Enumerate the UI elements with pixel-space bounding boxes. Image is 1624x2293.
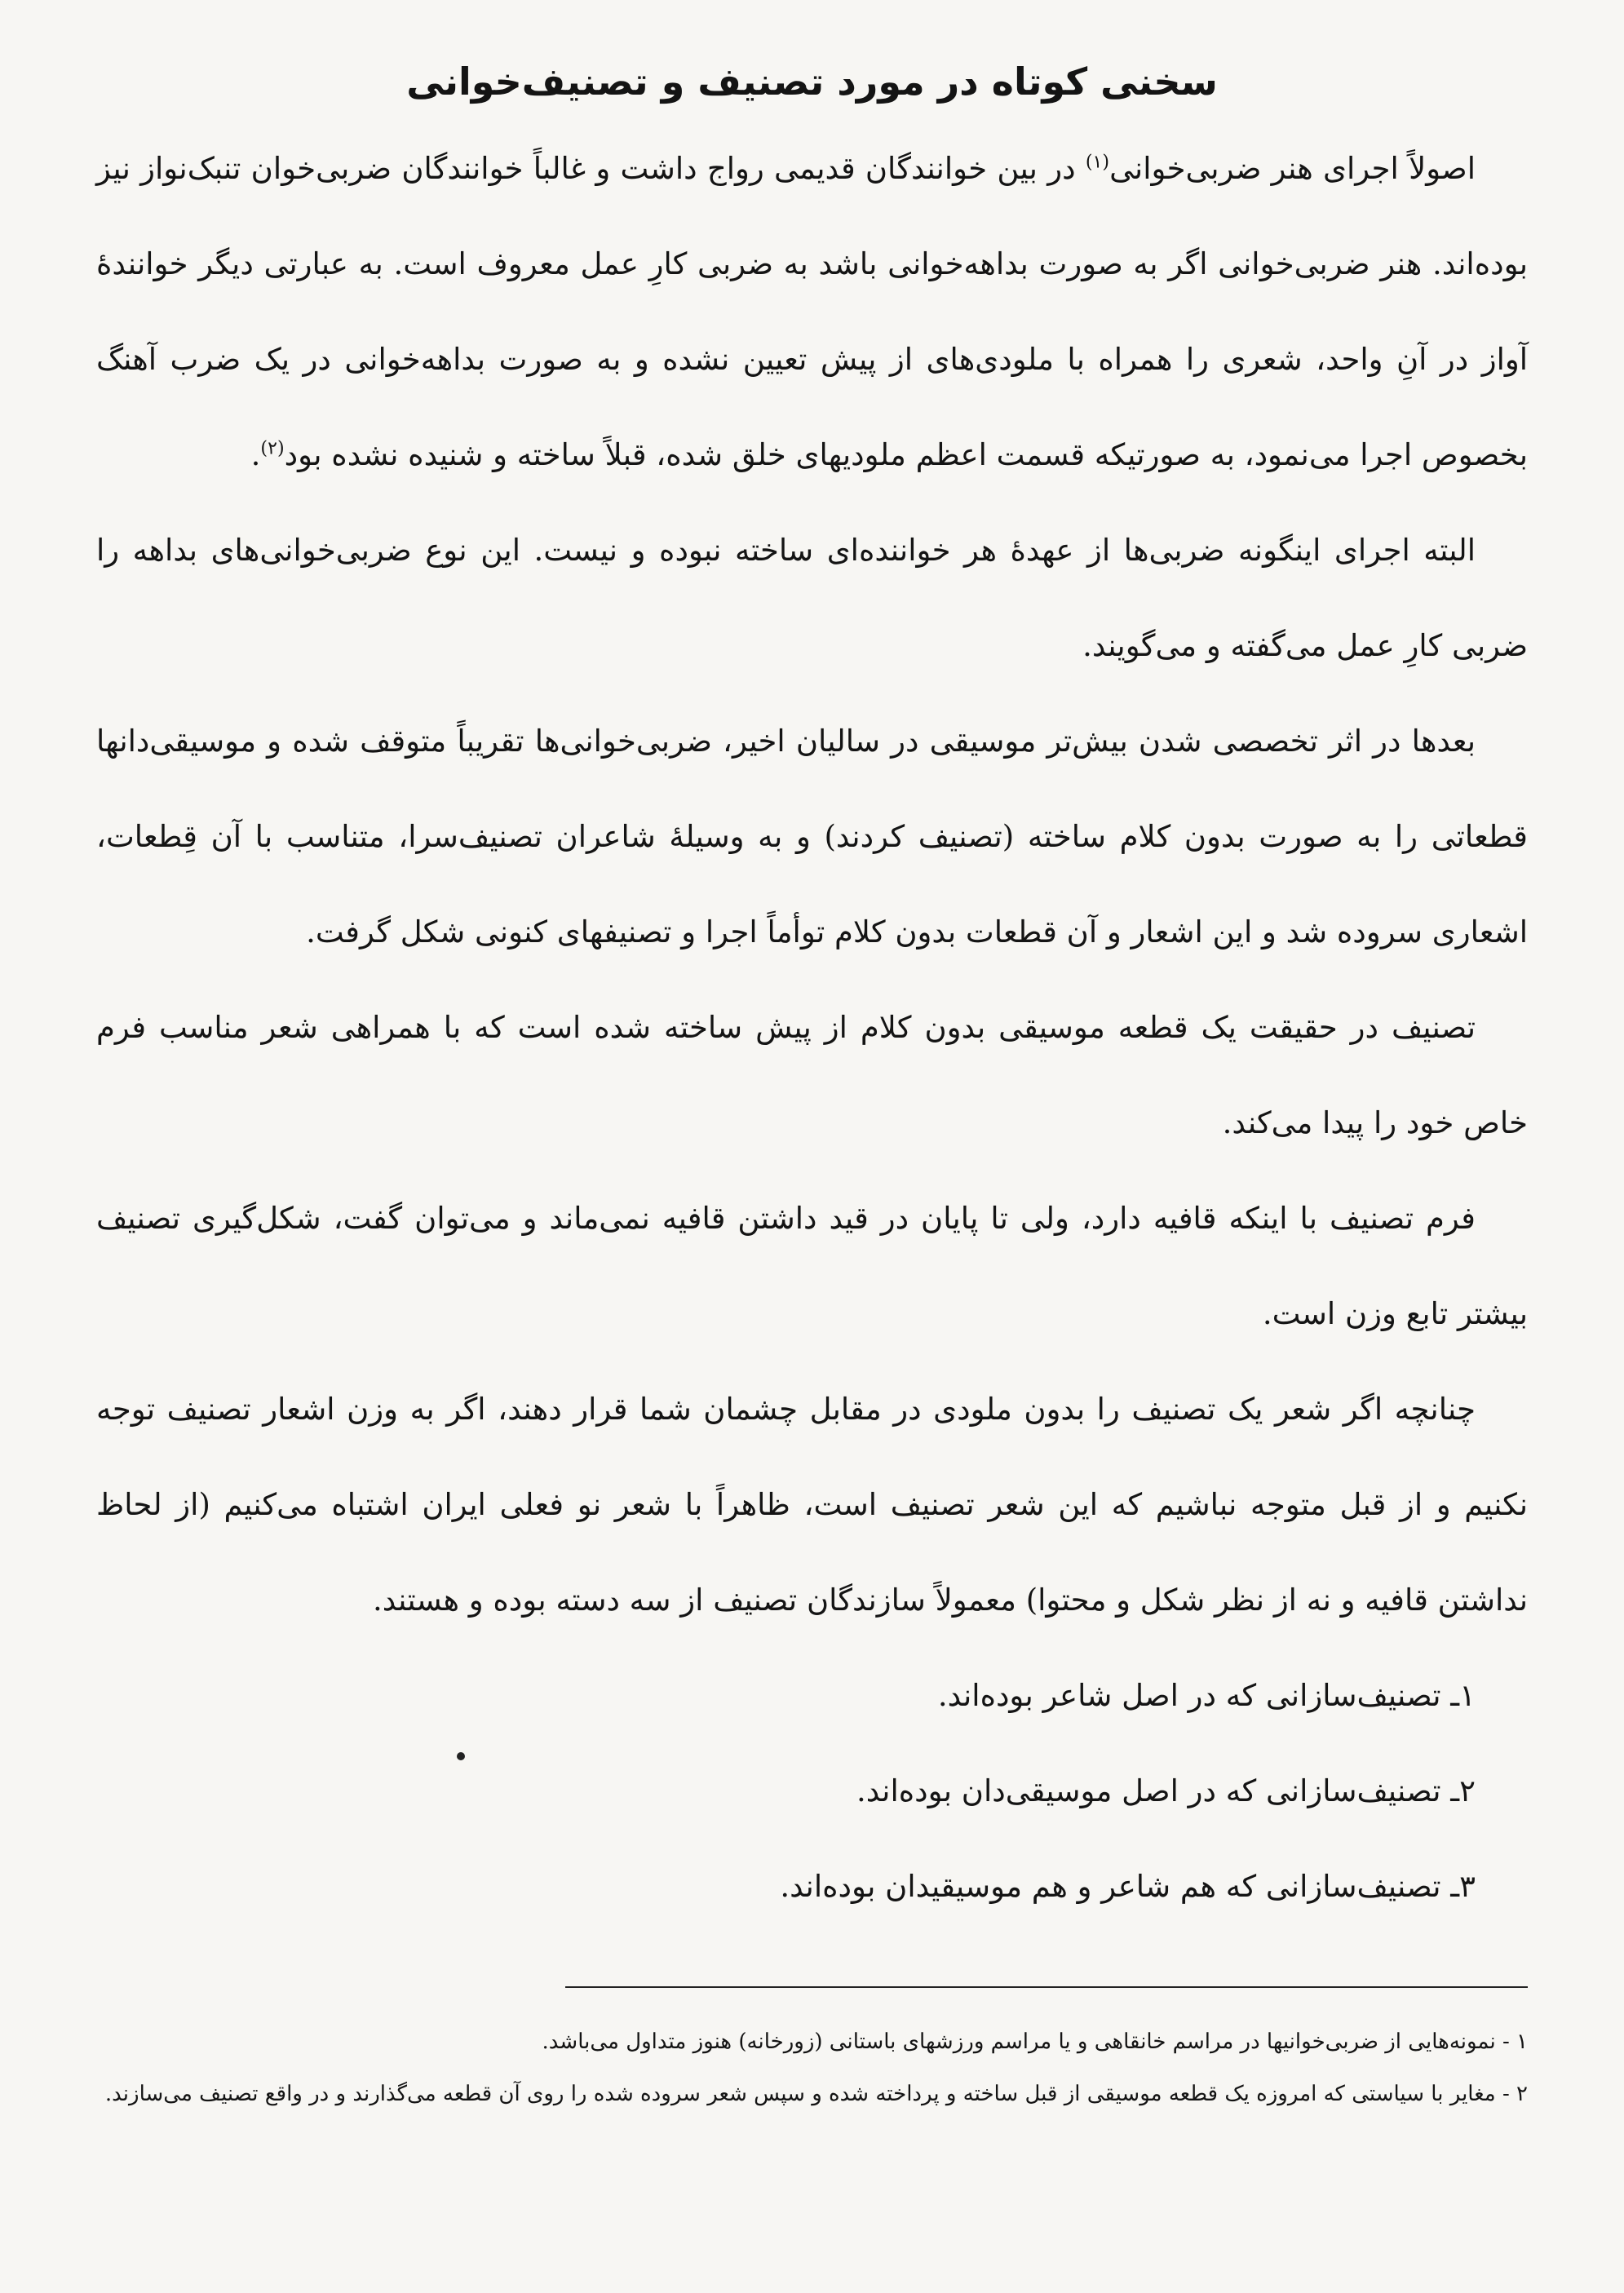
footnote-marker-2: (۲)	[260, 437, 285, 459]
paragraph-2: البته اجرای اینگونه ضربی‌ها از عهدهٔ هر خواننده‌ای ساخته نبوده و نیست. این نوع ضربی‌خوانی‌های بداهه را ضربی کارِ عمل می‌گفته و می‌گویند.	[96, 533, 1528, 663]
paragraph-1	[96, 121, 1528, 502]
paragraph-3: بعدها در اثر تخصصی شدن بیش‌تر موسیقی در سالیان اخیر، ضربی‌خوانی‌ها تقریباً متوقف شده و موسیقی‌دانها قطعاتی را به صورت بدون کلام ساخته (تصنیف کردند) و به وسیلهٔ شاعران تصنیف‌سرا، متناسب با آن قِطعات، اشعاری سروده شد و این اشعار و آن قطعات بدون کلام توأماً اجرا و تصنیفهای کنونی شکل گرفت.	[96, 724, 1528, 950]
paragraph-6: چنانچه اگر شعر یک تصنیف را بدون ملودی در مقابل چشمان شما قرار دهند، اگر به وزن اشعار تصنیف توجه نکنیم و از قبل متوجه نباشیم که این شعر تصنیف است، ظاهراً با شعر نو فعلی ایران اشتباه می‌کنیم (از لحاظ نداشتن قافیه و نه از نظر شکل و محتوا) معمولاً سازندگان تصنیف از سه دسته بوده و هستند.	[96, 1392, 1528, 1618]
list-item: ۲ـ تصنیف‌سازانی که در اصل موسیقی‌دان بوده‌اند.	[856, 1773, 1476, 1808]
paragraph-4: تصنیف در حقیقت یک قطعه موسیقی بدون کلام از پیش ساخته شده است که با همراهی شعر مناسب فرم خاص خود را پیدا می‌کند.	[96, 1010, 1528, 1140]
page-title: سخنی کوتاه در مورد تصنیف و تصنیف‌خوانی	[406, 60, 1218, 104]
list-item: ۳ـ تصنیف‌سازانی که هم شاعر و هم موسیقیدان بوده‌اند.	[780, 1869, 1476, 1904]
composer-types-list	[96, 1648, 1528, 1934]
footnote-divider	[565, 1986, 1528, 1988]
list-item: ۱ـ تصنیف‌سازانی که در اصل شاعر بوده‌اند.	[937, 1678, 1476, 1713]
paragraph-1-text-start: اصولاً اجرای هنر ضربی‌خوانی	[1109, 151, 1476, 186]
stray-dot-mark	[457, 1752, 465, 1760]
paragraph-5: فرم تصنیف با اینکه قافیه دارد، ولی تا پایان در قید داشتن قافیه نمی‌ماند و می‌توان گفت، شکل‌گیری تصنیف بیشتر تابع وزن است.	[96, 1201, 1528, 1331]
footnote-2: ۲ - مغایر با سیاستی که امروزه یک قطعه موسیقی از قبل ساخته و پرداخته شده و سپس شعر سروده شده را روی آن قطعه می‌گذارند و در واقع تصنیف می‌سازند.	[104, 2082, 1528, 2106]
footnote-marker-1: (۱)	[1085, 151, 1110, 173]
paragraph-1-text-middle: در بین خوانندگان قدیمی رواج داشت و غالباً خوانندگان ضربی‌خوان تنبک‌نواز نیز بوده‌اند. هنر ضربی‌خوانی اگر به صورت بداهه‌خوانی باشد به ضربی کارِ عمل معروف است. به عبارتی دیگر خوانندهٔ آواز در آنِ واحد، شعری را همراه با ملودی‌های از پیش تعیین نشده و به صورت بداهه‌خوانی در یک ضرب آهنگ بخصوص اجرا می‌نمود، به صورتیکه قسمت اعظم ملودیهای خلق شده، قبلاً ساخته و شنیده نشده بود	[96, 151, 1528, 472]
paragraph-1-text-end: .	[250, 437, 261, 472]
footnote-1: ۱ - نمونه‌هایی از ضربی‌خوانیها در مراسم خانقاهی و یا مراسم ورزشهای باستانی (زورخانه) هنوز متداول می‌باشد.	[542, 2030, 1528, 2054]
